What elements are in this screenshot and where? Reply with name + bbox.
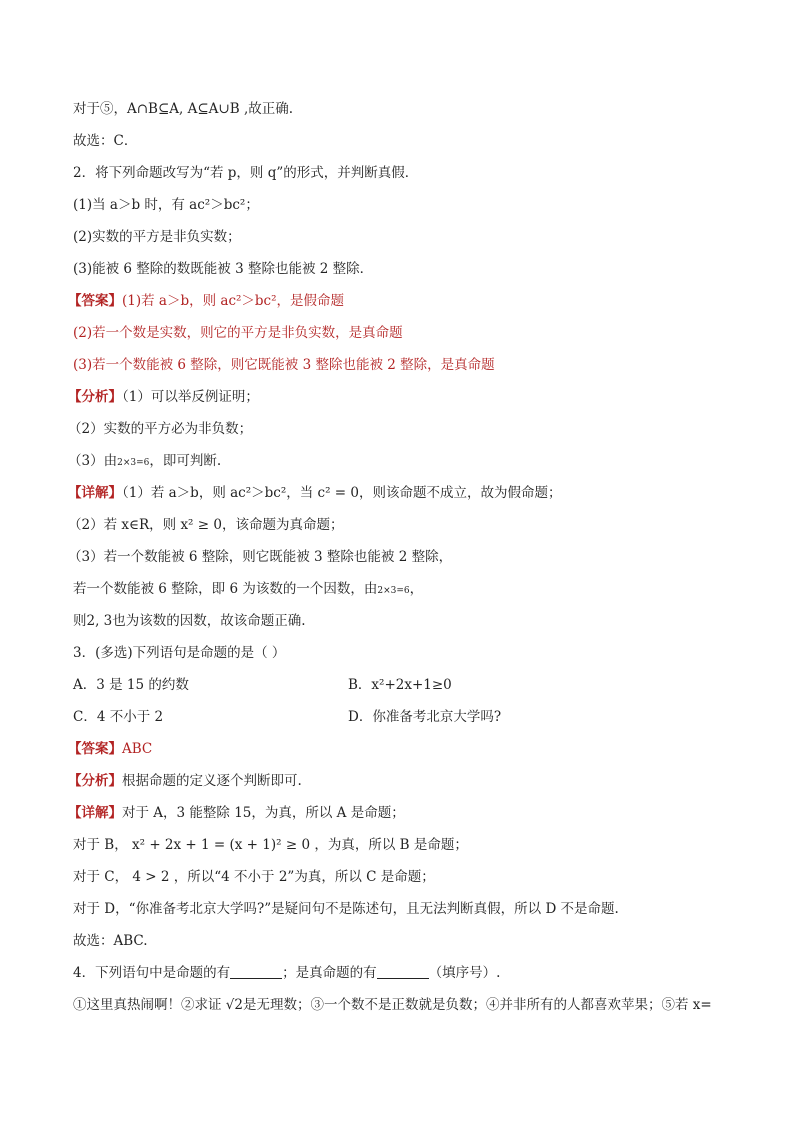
answer-blank[interactable] [377,964,429,979]
answer-tag: 【答案】 [68,293,122,309]
text-line: 对于 C， 4 > 2 ，所以“4 不小于 2”为真，所以 C 是命题； [73,869,435,885]
answer-line: (3)若一个数能被 6 整除，则它既能被 3 整除也能被 2 整除，是真命题 [73,357,495,373]
solution-line [68,802,405,824]
option-b: B．x²+2x+1≥0 [348,677,452,693]
answer-blank[interactable] [230,964,282,979]
option-a: A．3 是 15 的约数 [73,677,189,693]
text-line: 则2, 3也为该数的因数，故该命题正确. [73,613,306,629]
answer-text: (1)若 a＞b，则 ac²＞bc²，是假命题 [122,293,345,309]
solution-tag: 【详解】 [68,485,122,501]
text-line: 对于⑤，A∩B⊆A, A⊆A∪B ,故正确. [73,101,294,117]
analysis-tag: 【分析】 [68,773,122,789]
analysis-tag: 【分析】 [68,389,122,405]
answer-text: ABC [122,741,153,757]
question-3-stem: 3．(多选)下列语句是命题的是（ ） [73,645,286,661]
text-line: 对于 D，“你准备考北京大学吗?”是疑问句不是陈述句，且无法判断真假，所以 D 不是命题. [73,901,619,917]
text-line: (2)实数的平方是非负实数； [73,229,241,245]
text-line: （2）实数的平方必为非负数； [68,421,253,437]
option-d: D．你准备考北京大学吗? [348,709,502,725]
answer-tag: 【答案】 [68,741,122,757]
answer-line [68,738,152,760]
text-line: （3）若一个数能被 6 整除，则它既能被 3 整除也能被 2 整除， [68,549,453,565]
question-2-stem: 2．将下列命题改写为“若 p，则 q”的形式，并判断真假． [73,165,419,181]
solution-text: （1）若 a＞b，则 ac²＞bc²，当 c² = 0，则该命题不成立，故为假命题； [122,485,562,501]
text-line: ①这里真热闹啊！②求证 √2是无理数；③一个数不是正数就是负数；④并非所有的人都喜欢苹果；⑤若 x= [73,997,712,1013]
text-line: 故选：C． [73,133,138,149]
text-line: （3）由2×3=6，即可判断. [68,453,222,469]
analysis-text: 根据命题的定义逐个判断即可. [122,773,302,789]
answer-line [68,290,344,312]
analysis-line [68,386,259,408]
sqrt-two: √2 [225,997,243,1013]
text-line: 对于 B， x² + 2x + 1 = (x + 1)² ≥ 0 ，为真，所以 B 是命题； [73,837,468,853]
solution-tag: 【详解】 [68,805,122,821]
text-line: (1)当 a＞b 时，有 ac²＞bc²； [73,197,259,213]
option-c: C．4 不小于 2 [73,709,164,725]
text-line: 故选：ABC. [73,933,148,949]
solution-line [68,482,562,504]
text-line: 若一个数能被 6 整除，即 6 为该数的一个因数，由2×3=6， [73,581,424,597]
analysis-line [68,770,302,792]
text-line: （2）若 x∈R，则 x² ≥ 0，该命题为真命题； [68,517,344,533]
analysis-text: （1）可以举反例证明； [122,389,259,405]
question-4-stem: 4．下列语句中是命题的有 ；是真命题的有 （填序号）. [73,965,501,981]
answer-line: (2)若一个数是实数，则它的平方是非负实数，是真命题 [73,325,403,341]
text-line: (3)能被 6 整除的数既能被 3 整除也能被 2 整除． [73,261,374,277]
solution-text: 对于 A，3 能整除 15，为真，所以 A 是命题； [122,805,405,821]
